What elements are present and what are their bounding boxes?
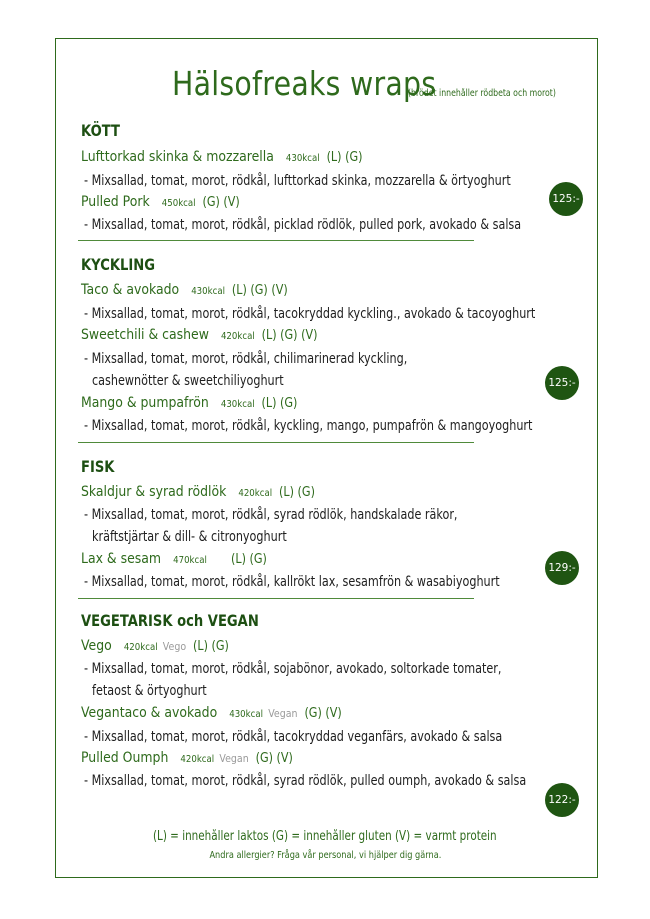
dish-description: - Mixsallad, tomat, morot, rödkål, sojabönor, avokado, soltorkade tomater, <box>84 661 502 677</box>
dish-kcal: 470kcal <box>173 555 207 566</box>
price-badge-kott: 125:- <box>549 182 583 216</box>
dish-lufttorkad-skinka <box>81 149 362 165</box>
dish-allergens: (L) (G) <box>193 639 229 654</box>
allergy-note <box>0 850 650 861</box>
section-divider <box>78 240 474 241</box>
dish-description: - Mixsallad, tomat, morot, rödkål, picklad rödlök, pulled pork, avokado & salsa <box>84 217 522 233</box>
dish-name: Pulled Oumph <box>81 750 169 766</box>
section-title-fisk: FISK <box>81 457 115 476</box>
dish-description: - Mixsallad, tomat, morot, rödkål, kyckling, mango, pumpafrön & mangoyoghurt <box>84 418 533 434</box>
section-title-kyckling: KYCKLING <box>81 255 155 274</box>
section-title-vegetarisk: VEGETARISK och VEGAN <box>81 611 259 630</box>
dish-diet-tag: Vego <box>162 640 187 653</box>
dish-name: Taco & avokado <box>81 282 180 298</box>
menu-title: Hälsofreaks wraps <box>172 64 437 103</box>
dish-description: - Mixsallad, tomat, morot, rödkål, kallrökt lax, sesamfrön & wasabiyoghurt <box>84 574 500 590</box>
dish-description-cont: kräftstjärtar & dill- & citronyoghurt <box>92 529 287 545</box>
price-badge-kyckling: 125:- <box>545 366 579 400</box>
dish-name: Vegantaco & avokado <box>81 705 218 721</box>
dish-name: Lax & sesam <box>81 551 162 567</box>
dish-sweetchili-cashew <box>81 327 317 343</box>
price-badge-vegetarisk: 122:- <box>545 783 579 817</box>
allergy-note-text: Andra allergier? Fråga vår personal, vi hjälper dig gärna. <box>209 850 441 861</box>
dish-description: - Mixsallad, tomat, morot, rödkål, tacokryddad kyckling., avokado & tacoyoghurt <box>84 306 536 322</box>
dish-description: - Mixsallad, tomat, morot, rödkål, syrad rödlök, pulled oumph, avokado & salsa <box>84 773 527 789</box>
dish-mango-pumpafron <box>81 395 297 411</box>
dish-description: - Mixsallad, tomat, morot, rödkål, lufttorkad skinka, mozzarella & örtyoghurt <box>84 173 511 189</box>
price-badge-fisk: 129:- <box>545 551 579 585</box>
dish-kcal: 430kcal <box>229 709 264 720</box>
dish-vego <box>81 638 229 654</box>
section-title-kott: KÖTT <box>81 121 120 140</box>
dish-name: Vego <box>81 638 112 654</box>
allergen-legend-text: (L) = innehåller laktos (G) = innehåller gluten (V) = varmt protein <box>153 829 497 844</box>
dish-kcal: 430kcal <box>285 153 320 164</box>
dish-description-cont: cashewnötter & sweetchiliyoghurt <box>92 373 284 389</box>
dish-name: Lufttorkad skinka & mozzarella <box>81 149 274 165</box>
dish-description-cont: fetaost & örtyoghurt <box>92 683 207 699</box>
dish-description: - Mixsallad, tomat, morot, rödkål, tacokryddad veganfärs, avokado & salsa <box>84 729 503 745</box>
menu-subtitle: (brödet innehåller rödbeta och morot) <box>408 88 556 99</box>
section-divider <box>78 598 474 599</box>
dish-description: - Mixsallad, tomat, morot, rödkål, syrad rödlök, handskalade räkor, <box>84 507 458 523</box>
dish-allergens: (L) (G) <box>261 396 298 411</box>
dish-kcal: 430kcal <box>191 286 226 297</box>
dish-name: Mango & pumpafrön <box>81 395 209 411</box>
dish-allergens: (L) (G) <box>326 150 363 165</box>
dish-skaldjur <box>81 484 315 500</box>
dish-kcal: 450kcal <box>161 198 196 209</box>
dish-taco-avokado <box>81 282 288 298</box>
dish-kcal: 420kcal <box>220 331 255 342</box>
dish-pulled-oumph <box>81 750 293 766</box>
dish-kcal: 420kcal <box>180 754 215 765</box>
dish-allergens: (G) (V) <box>255 751 293 766</box>
dish-allergens: (G) (V) <box>202 195 240 210</box>
dish-name: Sweetchili & cashew <box>81 327 209 343</box>
dish-name: Skaldjur & syrad rödlök <box>81 484 227 500</box>
dish-kcal: 420kcal <box>123 642 158 653</box>
dish-allergens: (G) (V) <box>304 706 342 721</box>
dish-kcal: 430kcal <box>220 399 255 410</box>
dish-allergens: (L) (G) <box>279 485 315 500</box>
dish-kcal: 420kcal <box>238 488 273 499</box>
dish-description: - Mixsallad, tomat, morot, rödkål, chilimarinerad kyckling, <box>84 351 408 367</box>
dish-lax-sesam <box>81 551 267 567</box>
dish-diet-tag: Vegan <box>268 707 298 720</box>
dish-allergens: (L) (G) (V) <box>231 283 288 298</box>
dish-allergens: (L) (G) (V) <box>261 328 318 343</box>
dish-allergens: (L) (G) <box>231 552 267 567</box>
allergen-legend <box>0 829 650 844</box>
dish-name: Pulled Pork <box>81 194 150 210</box>
section-divider <box>78 442 474 443</box>
dish-diet-tag: Vegan <box>219 752 249 765</box>
dish-pulled-pork <box>81 194 240 210</box>
dish-vegantaco <box>81 705 342 721</box>
